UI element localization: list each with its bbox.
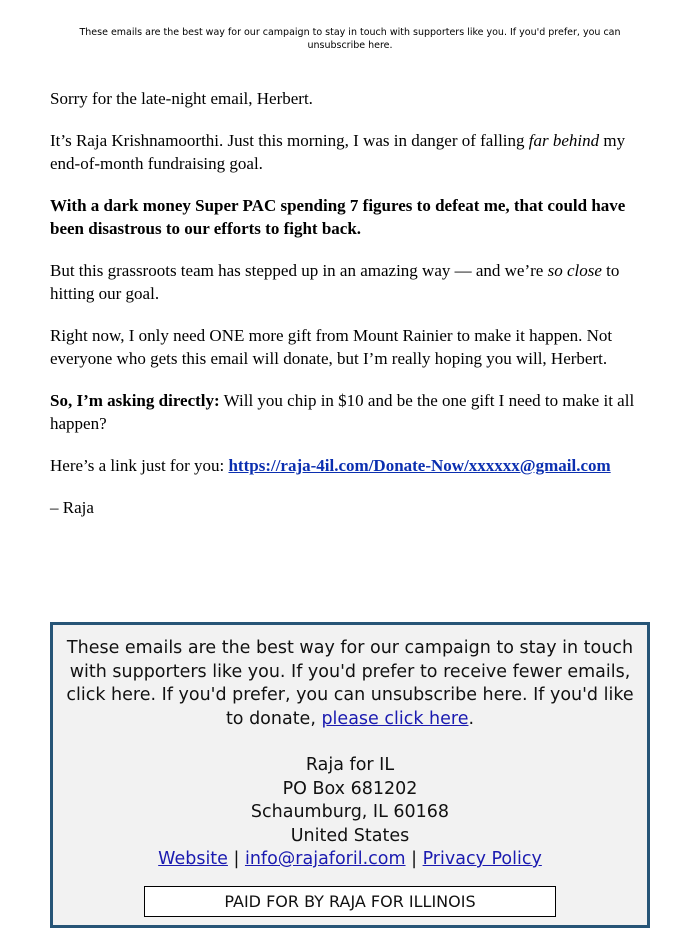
email-link[interactable]: info@rajaforil.com <box>244 849 406 869</box>
greeting: Sorry for the late-night email, Herbert. <box>50 89 313 108</box>
text: These emails are the best way for our campaign to stay in touch with supporters like you. If you'd prefer to receive fewer emails, click here. If you'd prefer, you can unsubscribe here. If you'd like to donate, <box>66 638 634 729</box>
privacy-policy-link[interactable]: Privacy Policy <box>422 849 542 869</box>
paid-for-disclaimer: PAID FOR BY RAJA FOR ILLINOIS <box>144 886 556 917</box>
country: United States <box>290 825 410 846</box>
paragraph <box>50 194 655 240</box>
text: It’s Raja Krishnamoorthi. Just this morning, I was in danger of falling <box>50 131 529 150</box>
address <box>53 754 647 872</box>
donate-link[interactable]: https://raja-4il.com/Donate-Now/xxxxxx@gmail.com <box>228 456 611 475</box>
footer-box <box>50 622 650 928</box>
separator: | <box>227 849 245 869</box>
paragraph <box>50 129 655 175</box>
text: to hitting our goal. <box>50 261 620 303</box>
paragraph: Right now, I only need ONE more gift from Mount Rainier to make it happen. Not everyone who gets this email will donate, but I’m really hoping you will, Herbert. <box>50 326 613 368</box>
text: Will you chip in $10 and be the one gift I need to make it all happen? <box>50 391 635 433</box>
bold-text: So, I’m asking directly: <box>50 391 220 410</box>
footer-links <box>53 848 647 872</box>
text: Here’s a link just for you: <box>50 456 229 475</box>
separator: | <box>405 849 423 869</box>
po-box: PO Box 681202 <box>282 778 418 799</box>
text: my end-of-month fundraising goal. <box>50 131 626 173</box>
website-link[interactable]: Website <box>158 849 228 869</box>
preheader-text: These emails are the best way for our campaign to stay in touch with supporters like you. If you'd prefer, you can unsubscribe here. <box>79 27 621 51</box>
paragraph <box>50 259 655 305</box>
footer-message <box>63 637 637 731</box>
city: Schaumburg, IL 60168 <box>250 802 450 822</box>
emphasis: far behind <box>528 131 600 150</box>
text: . <box>468 708 475 729</box>
bold-text: With a dark money Super PAC spending 7 figures to defeat me, that could have been disastrous to our efforts to fight back. <box>50 196 626 238</box>
paragraph <box>50 389 655 435</box>
org-name: Raja for IL <box>305 755 395 775</box>
text: But this grassroots team has stepped up in an amazing way — and we’re <box>50 261 548 280</box>
email-body <box>50 87 655 538</box>
emphasis: so close <box>547 261 602 280</box>
paragraph <box>50 454 655 477</box>
signoff: – Raja <box>50 498 94 517</box>
footer-donate-link[interactable]: please click here <box>321 708 469 729</box>
